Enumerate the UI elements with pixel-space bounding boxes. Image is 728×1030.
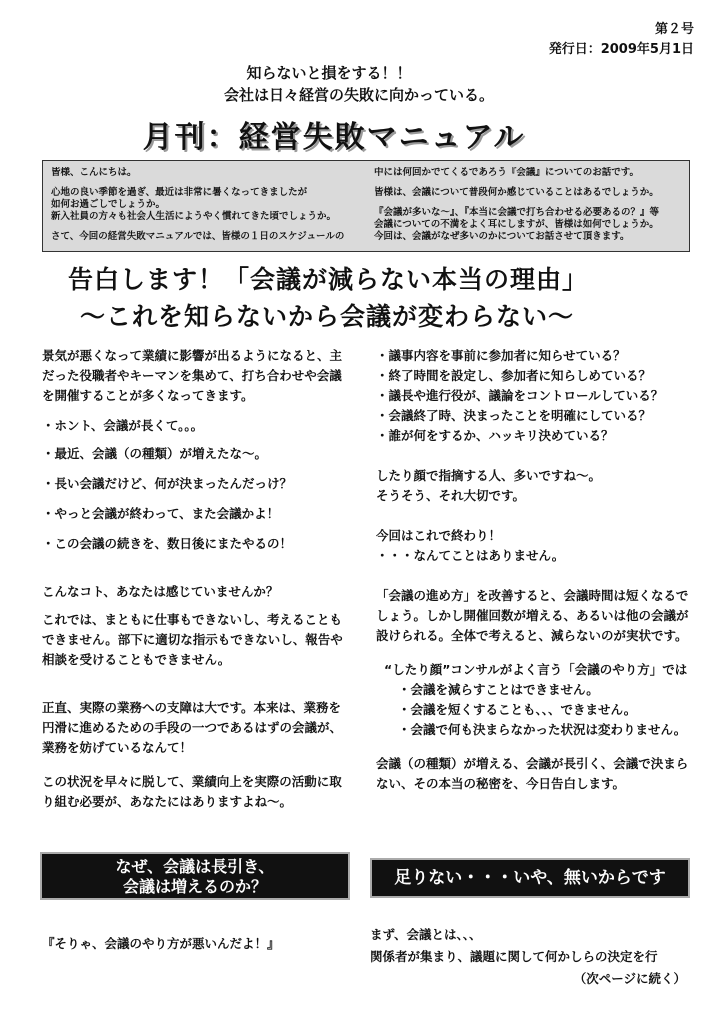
checklist-item: ・誰が何をするか、ハッキリ決めている？ (376, 428, 614, 443)
body-line: 今回はこれで終わり！ (376, 528, 502, 543)
left-column (42, 346, 364, 812)
checklist-item: ・会議終了時、決まったことを明確にしている？ (376, 408, 652, 423)
sub-headline: ～これを知らないから会議が変わらない～ (80, 302, 575, 331)
body-line: しょう。しかし開催回数が増える、あるいは他の会議が (376, 608, 689, 623)
body-line: ・・・なんてことはありません。 (376, 548, 565, 563)
greeting-paragraph: 心地の良い季節を過ぎ、最近は非常に暑くなってきましたが 如何お過ごしでしょうか。 新入社員の方々も社会人生活にようやく慣れてきた頃でしょうか。 (51, 187, 337, 222)
greeting-paragraph: 中には何回かでてくるであろう『会議』についてのお話です。 (374, 167, 639, 178)
greeting-left-column (51, 167, 358, 245)
voice-line: ・最近、会議（の種類）が増えたな～。 (42, 446, 268, 461)
greeting-paragraph: さて、今回の経営失敗マニュアルでは、皆様の１日のスケジュールの (51, 231, 345, 242)
body-line: 関係者が集まり、議題に関して何かしらの決定を行 (370, 949, 658, 964)
bottom-right-text (370, 924, 692, 990)
body-line: を開催することが多くなってきます。 (42, 388, 254, 403)
body-line: 円滑に進めるための手段の一つであるはずの会議が、 (42, 720, 343, 735)
section-heading-line: なぜ、会議は長引き、 (115, 857, 275, 876)
greeting-box (42, 160, 690, 252)
greeting-right-column (374, 167, 681, 245)
body-line: 正直、実際の業務への支障は大です。本来は、業務を (42, 700, 342, 715)
voice-line: ・やっと会議が終わって、また会議かよ！ (42, 506, 280, 521)
list-item: ・会議で何も決まらなかった状況は変わりません。 (398, 722, 687, 737)
body-line: そうそう、それ大切です。 (376, 488, 526, 503)
issue-number: 第２号 (654, 22, 694, 37)
section-heading-answer: 足りない・・・いや、無いからです (370, 858, 690, 898)
right-column (376, 346, 696, 794)
voice-line: ・ホント、会議が長くて。。。 (42, 418, 204, 433)
list-item: ・会議を減らすことはできません。 (398, 682, 599, 697)
body-line: したり顔で指摘する人、多いですね～。 (376, 468, 602, 483)
tagline-primary: 知らないと損をする！！ (246, 64, 412, 82)
body-line: この状況を早々に脱して、業績向上を実際の活動に取 (42, 774, 342, 789)
body-line: こんなコト、あなたは感じていませんか？ (42, 584, 279, 599)
checklist-item: ・終了時間を設定し、参加者に知らしめている？ (376, 368, 652, 383)
list-item: ・会議を短くすることも、、、できません。 (398, 702, 637, 717)
greeting-paragraph: 『会議が多いな～』、『本当に会議で打ち合わせる必要あるの？』等 会議についての不満をよく耳にしますが、皆様は如何でしょうか。 今回は、会議がなぜ多いのかについてお話させて頂きます。 (374, 207, 660, 242)
tagline-secondary: 会社は日々経営の失敗に向かっている。 (223, 86, 494, 104)
masthead-title: 月刊：経営失敗マニュアル (142, 120, 526, 155)
checklist-item: ・議長や進行役が、議論をコントロールしている？ (376, 388, 664, 403)
body-line: 会議（の種類）が増える、会議が長引く、会議で決まら (376, 756, 689, 771)
body-line: 設けられる。全体で考えると、減らないのが実状です。 (376, 628, 688, 643)
body-line: まず、会議とは、、、 (370, 927, 482, 942)
body-line: “したり顔”コンサルがよく言う「会議のやり方」では (384, 662, 688, 677)
body-line: 景気が悪くなって業績に影響が出るようになると、主 (42, 348, 343, 363)
body-line: だった役職者やキーマンを集めて、打ち合わせや会議 (42, 368, 342, 383)
voice-line: ・長い会議だけど、何が決まったんだっけ？ (42, 476, 293, 491)
section-heading-why (40, 852, 350, 900)
body-line: できません。部下に適切な指示もできないし、報告や (42, 632, 343, 647)
bottom-quote: 『そりゃ、会議のやり方が悪いんだよ！』 (42, 936, 280, 951)
continued-note: （次ページに続く） (573, 971, 686, 986)
body-line: 相談を受けることもできません。 (42, 652, 231, 667)
section-heading-line: 会議は増えるのか？ (122, 877, 267, 896)
greeting-paragraph: 皆様は、会議について普段何か感じていることはあるでしょうか。 (374, 187, 659, 198)
body-line: り組む必要が、あなたにはありますよね～。 (42, 794, 293, 809)
body-line: ない、その本当の秘密を、今日告白します。 (376, 776, 626, 791)
greeting-paragraph: 皆様、こんにちは。 (51, 167, 137, 178)
body-line: 業務を妨げているなんて！ (42, 740, 193, 755)
body-line: 「会議の進め方」を改善すると、会議時間は短くなるで (376, 588, 689, 603)
main-headline: 告白します！「会議が減らない本当の理由」 (68, 265, 589, 294)
publish-date: 発行日：2009年5月1日 (548, 42, 694, 57)
voice-line: ・この会議の続きを、数日後にまたやるの！ (42, 536, 293, 551)
body-line: これでは、まともに仕事もできないし、考えることも (42, 612, 343, 627)
checklist-item: ・議事内容を事前に参加者に知らせている？ (376, 348, 626, 363)
